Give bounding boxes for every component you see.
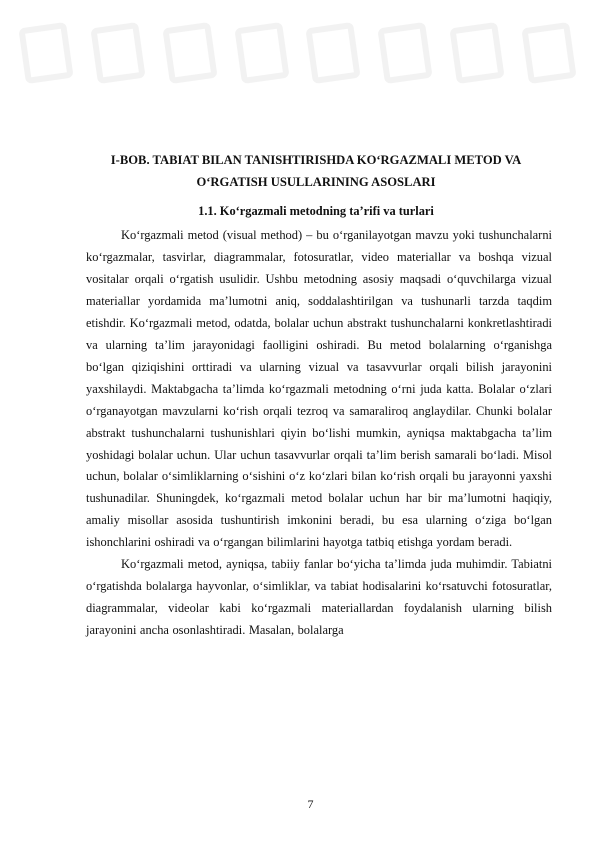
watermark-glyph (162, 22, 217, 84)
section-title: 1.1. Ko‘rgazmali metodning ta’rifi va turlari (198, 204, 434, 218)
watermark-logo (22, 8, 573, 98)
watermark-glyph (18, 22, 73, 84)
body-text (86, 225, 552, 642)
watermark-glyph (521, 22, 576, 84)
watermark-glyph (306, 22, 361, 84)
chapter-title: I-BOB. TABIAT BILAN TANISHTIRISHDA KO‘RGAZMALI METOD VA O‘RGATISH USULLARINING ASOSLARI (110, 153, 522, 189)
paragraph-2: Ko‘rgazmali metod, ayniqsa, tabiiy fanlar bo‘yicha ta’limda juda muhimdir. Tabiatni o‘rgatishda bolalarga hayvonlar, o‘simliklar, va tabiat hodisalarini ko‘rsatuvchi fotosuratlar, diagrammalar, videolar kabi ko‘rgazmali materiallardan foydalanish ularning bilish jarayonini ancha osonlashtiradi. Masalan, bolalarga (86, 557, 552, 638)
watermark-glyph (449, 22, 504, 84)
watermark-glyph (90, 22, 145, 84)
watermark-glyph (234, 22, 289, 84)
watermark-glyph (378, 22, 433, 84)
page-number: 7 (307, 797, 314, 811)
paragraph-1: Ko‘rgazmali metod (visual method) – bu o‘rganilayotgan mavzu yoki tushunchalarni ko‘rgazmalar, tasvirlar, diagrammalar, fotosuratlar, video materiallar va boshqa vizual vositalar orqali o‘rgatish usulidir. Ushbu metodning asosiy maqsadi o‘quvchilarga vizual materiallar yordamida ma’lumotni aniq, soddalashtirilgan va tushunarli tarzda taqdim etishdir. Ko‘rgazmali metod, odatda, bolalar uchun abstrakt tushunchalarni konkretlashtiradi va ularning ta’lim jarayonidagi faolligini oshiradi. Bu metod bolalarning o‘rganishga bo‘lgan qiziqishini orttiradi va ularning vizual va tasavvurlar orqali bilish jarayonini yaxshilaydi. Maktabgacha ta’limda ko‘rgazmali metodning o‘rni juda katta. Bolalar o‘zlari o‘rganayotgan mavzularni ko‘rish orqali tezroq va samaraliroq anglaydilar. Chunki bolalar abstrakt tushunchalarni tushunishlari qiyin bo‘lishi mumkin, ayniqsa maktabgacha ta’lim yoshidagi bolalar uchun. Ular uchun tasavvurlar orqali ta’lim berish samarali bo‘ladi. Misol uchun, bolalar o‘simliklarning o‘sishini o‘z ko‘zlari bilan ko‘rish orqali bu jarayonni yaxshi tushunadilar. Shuningdek, ko‘rgazmali metod bolalar uchun har bir ma’lumotni haqiqiy, amaliy misollar asosida tushuntirish imkonini beradi, bu esa ularning o‘ziga bo‘lgan ishonchlarini oshiradi va o‘rgangan bilimlarini hayotga tatbiq etishga yordam beradi. (86, 228, 552, 550)
